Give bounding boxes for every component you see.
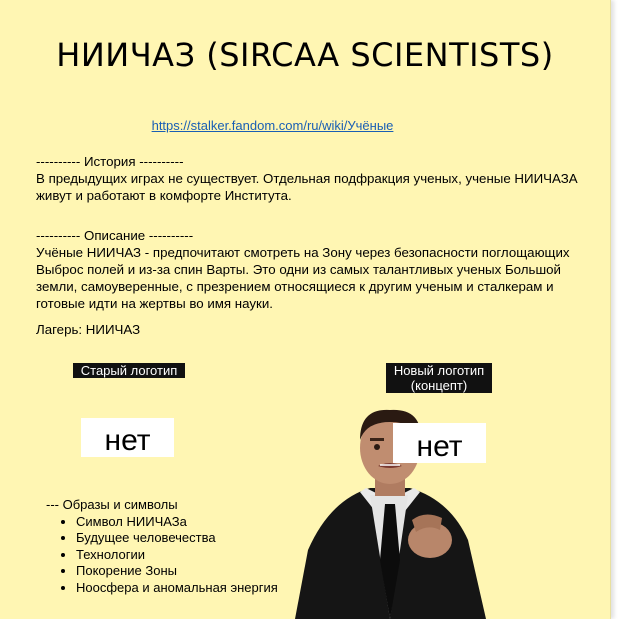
new-logo-label [386,363,492,393]
list-item: • Технологии [76,547,278,564]
old-logo-box: нет [81,418,174,457]
list-item: • Ноосфера и аномальная энергия [76,580,278,597]
history-section [36,153,581,204]
new-logo-label-line1: Новый логотип [393,363,485,378]
description-text: Учёные НИИЧАЗ - предпочитают смотреть на Зону через безопасности поглощающих Выброс полей и из-за спин Варты. Это одни из самых талантливых ученых Большой земли, самоуверенные, с презрением относящиеся к другим ученым и сталкерам и готовые идти на жертвы во имя науки. [36,245,570,311]
list-item: • Символ НИИЧАЗа [76,514,278,531]
symbols-header: --- Образы и символы [46,497,178,512]
description-section [36,227,581,312]
list-item: • Покорение Зоны [76,563,278,580]
description-header: ---------- Описание ---------- [36,228,194,243]
new-logo-box: нет [393,423,486,463]
symbols-section [46,497,278,596]
symbols-list [46,514,278,597]
history-header: ---------- История ---------- [36,154,184,169]
camp-text: Лагерь: НИИЧАЗ [36,322,141,337]
list-item: • Будущее человечества [76,530,278,547]
wiki-link[interactable]: https://stalker.fandom.com/ru/wiki/Учёные [151,118,394,133]
history-text: В предыдущих играх не существует. Отдельная подфракция ученых, ученые НИИЧАЗА живут и работают в комфорте Института. [36,171,578,203]
new-logo-label-line2: (концепт) [410,378,468,393]
old-logo-label: Старый логотип [73,363,185,378]
page-title: НИИЧАЗ (SIRCAA SCIENTISTS) [56,36,554,74]
